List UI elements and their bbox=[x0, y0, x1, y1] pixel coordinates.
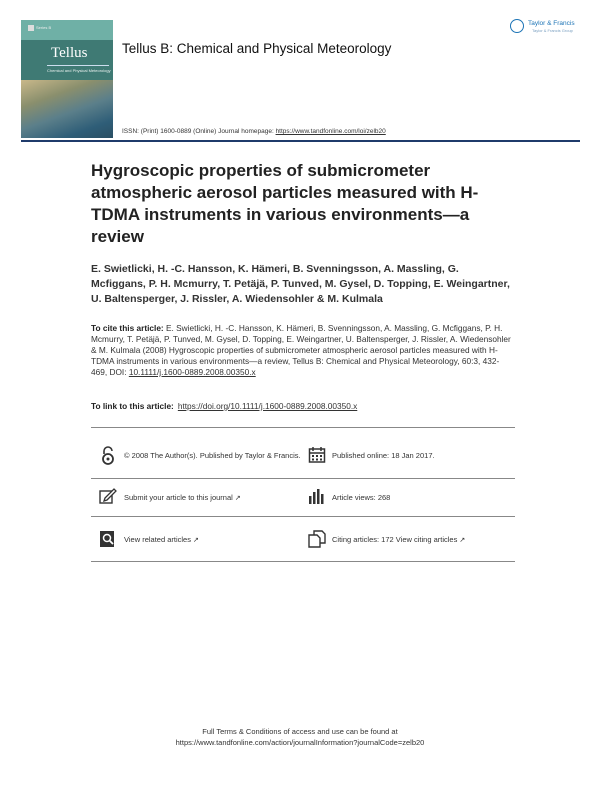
divider bbox=[91, 427, 515, 428]
divider bbox=[91, 516, 515, 517]
calendar-icon bbox=[308, 446, 326, 464]
citation-doi-link[interactable]: 10.1111/j.1600-0889.2008.00350.x bbox=[128, 367, 256, 377]
journal-title: Tellus B: Chemical and Physical Meteorology bbox=[122, 41, 392, 56]
header-divider bbox=[21, 140, 580, 142]
divider bbox=[91, 561, 515, 562]
submit-edit-icon bbox=[99, 487, 117, 505]
citation: To cite this article: E. Swietlicki, H. -C. Hansson, K. Hämeri, B. Svenningsson, A. Massling, G. Mcfiggans, P. H. Mcmurry, T. Petäjä, P. Tunved, M. Gysel, D. Topping, E. Weingartner, U. Baltensperger, J. Rissler, A. Wiedensohler & M. Kulmala (2008) Hygroscopic properties of submicrometer atmospheric aerosol particles measured with H-TDMA instruments in various environments—a review, Tellus B: Chemical and Physical Meteorology, 60:3, 432-469, DOI: 10.1111/j.1600-0889.2008.00350.x bbox=[91, 323, 511, 377]
article-doi-link[interactable]: https://doi.org/10.1111/j.1600-0889.2008.00350.x bbox=[177, 401, 358, 411]
article-views: Article views: 268 bbox=[332, 493, 391, 502]
publisher-logo: Taylor & Francis Taylor & Francis Group bbox=[510, 17, 584, 39]
article-title: Hygroscopic properties of submicrometer atmospheric aerosol particles measured with H-TDMA instruments in various environments—a review bbox=[91, 161, 479, 246]
open-access-icon bbox=[99, 446, 117, 464]
article-link: To link to this article: https://doi.org/10.1111/j.1600-0889.2008.00350.x bbox=[91, 401, 358, 411]
footer bbox=[0, 726, 600, 748]
search-related-icon bbox=[99, 530, 117, 548]
related-articles-link[interactable]: View related articles ↗ bbox=[124, 535, 199, 544]
external-link-icon: ↗ bbox=[192, 537, 199, 544]
citing-documents-icon bbox=[308, 530, 326, 548]
external-link-icon: ↗ bbox=[234, 495, 241, 502]
cover-title: Tellus bbox=[51, 45, 88, 61]
article-authors: E. Swietlicki, H. -C. Hansson, K. Hämeri, B. Svenningsson, A. Massling, G. Mcfiggans, P. H. Mcmurry, T. Petäjä, P. Tunved, M. Gysel, D. Topping, E. Weingartner, U. Baltensperger, J. Rissler, A. Wiedensohler & M. Kulmala bbox=[91, 263, 510, 305]
journal-cover-image bbox=[21, 20, 113, 138]
footer-terms-link[interactable]: https://www.tandfonline.com/action/journalInformation?journalCode=zelb20 bbox=[175, 738, 425, 747]
journal-homepage-link[interactable]: https://www.tandfonline.com/loi/zelb20 bbox=[275, 128, 386, 135]
bar-chart-icon bbox=[308, 487, 326, 505]
published-date: Published online: 18 Jan 2017. bbox=[332, 451, 435, 460]
divider bbox=[91, 478, 515, 479]
license-text: © 2008 The Author(s). Published by Taylor & Francis. bbox=[124, 451, 301, 460]
issn-line: ISSN: (Print) 1600-0889 (Online) Journal homepage: https://www.tandfonline.com/loi/zelb20 bbox=[122, 128, 386, 135]
citing-articles-link[interactable]: Citing articles: 172 View citing articles ↗ bbox=[332, 535, 466, 544]
cover-subtitle: Chemical and Physical Meteorology bbox=[47, 68, 111, 73]
footer-terms: Full Terms & Conditions of access and use can be found at bbox=[202, 727, 398, 736]
cover-series: Series B bbox=[36, 25, 52, 30]
external-link-icon: ↗ bbox=[459, 537, 466, 544]
submit-article-link[interactable]: Submit your article to this journal ↗ bbox=[124, 493, 241, 502]
publisher-logo-icon bbox=[510, 19, 524, 33]
